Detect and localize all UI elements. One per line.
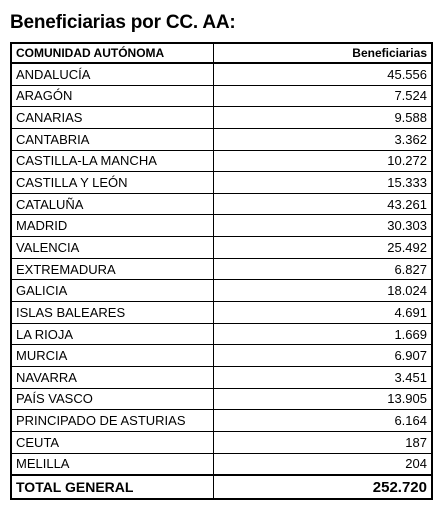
beneficiaries-cell: 3.451 — [394, 369, 427, 385]
table-row — [12, 302, 431, 324]
table-row — [12, 64, 431, 86]
beneficiaries-cell: 13.905 — [387, 391, 427, 407]
table-row — [12, 259, 431, 281]
beneficiaries-cell: 9.588 — [394, 110, 427, 126]
region-cell: ANDALUCÍA — [12, 64, 214, 85]
table-row — [12, 194, 431, 216]
table-row — [12, 410, 431, 432]
region-cell: PAÍS VASCO — [12, 389, 214, 410]
beneficiaries-cell: 6.907 — [394, 348, 427, 364]
beneficiaries-cell: 204 — [405, 456, 427, 472]
table-row — [12, 86, 431, 108]
table-row — [12, 389, 431, 411]
column-header-region: COMUNIDAD AUTÓNOMA — [12, 44, 214, 62]
table-row — [12, 345, 431, 367]
table-header-row — [12, 44, 431, 64]
beneficiaries-cell: 6.164 — [394, 413, 427, 429]
beneficiaries-cell: 4.691 — [394, 304, 427, 320]
beneficiaries-cell: 187 — [405, 434, 427, 450]
table-row — [12, 432, 431, 454]
table-row — [12, 107, 431, 129]
beneficiaries-cell: 1.669 — [394, 326, 427, 342]
table-row — [12, 129, 431, 151]
table-row — [12, 454, 431, 476]
table-total-row — [12, 475, 431, 498]
table-row — [12, 215, 431, 237]
region-cell: GALICIA — [12, 280, 214, 301]
table-row — [12, 367, 431, 389]
region-cell: CANARIAS — [12, 107, 214, 128]
beneficiaries-cell: 15.333 — [387, 175, 427, 191]
region-cell: MADRID — [12, 215, 214, 236]
table-row — [12, 151, 431, 173]
beneficiaries-cell: 3.362 — [394, 131, 427, 147]
region-cell: CASTILLA-LA MANCHA — [12, 151, 214, 172]
beneficiaries-table — [10, 42, 433, 500]
beneficiaries-cell: 43.261 — [387, 196, 427, 212]
table-row — [12, 237, 431, 259]
beneficiaries-cell: 30.303 — [387, 218, 427, 234]
region-cell: MELILLA — [12, 454, 214, 475]
region-cell: ISLAS BALEARES — [12, 302, 214, 323]
region-cell: PRINCIPADO DE ASTURIAS — [12, 410, 214, 431]
table-body — [12, 64, 431, 475]
total-value: 252.720 — [372, 478, 427, 496]
beneficiaries-cell: 45.556 — [387, 66, 427, 82]
region-cell: VALENCIA — [12, 237, 214, 258]
region-cell: CATALUÑA — [12, 194, 214, 215]
beneficiaries-cell: 7.524 — [394, 88, 427, 104]
beneficiaries-cell: 25.492 — [387, 239, 427, 255]
region-cell: EXTREMADURA — [12, 259, 214, 280]
beneficiaries-cell: 18.024 — [387, 283, 427, 299]
page-title: Beneficiarias por CC. AA: — [10, 12, 236, 33]
table-row — [12, 324, 431, 346]
region-cell: CASTILLA Y LEÓN — [12, 172, 214, 193]
total-label: TOTAL GENERAL — [12, 476, 214, 498]
region-cell: ARAGÓN — [12, 86, 214, 107]
region-cell: LA RIOJA — [12, 324, 214, 345]
beneficiaries-cell: 10.272 — [387, 153, 427, 169]
region-cell: CANTABRIA — [12, 129, 214, 150]
region-cell: MURCIA — [12, 345, 214, 366]
beneficiaries-cell: 6.827 — [394, 261, 427, 277]
column-header-beneficiaries: Beneficiarias — [352, 46, 427, 60]
table-row — [12, 280, 431, 302]
region-cell: CEUTA — [12, 432, 214, 453]
table-row — [12, 172, 431, 194]
region-cell: NAVARRA — [12, 367, 214, 388]
